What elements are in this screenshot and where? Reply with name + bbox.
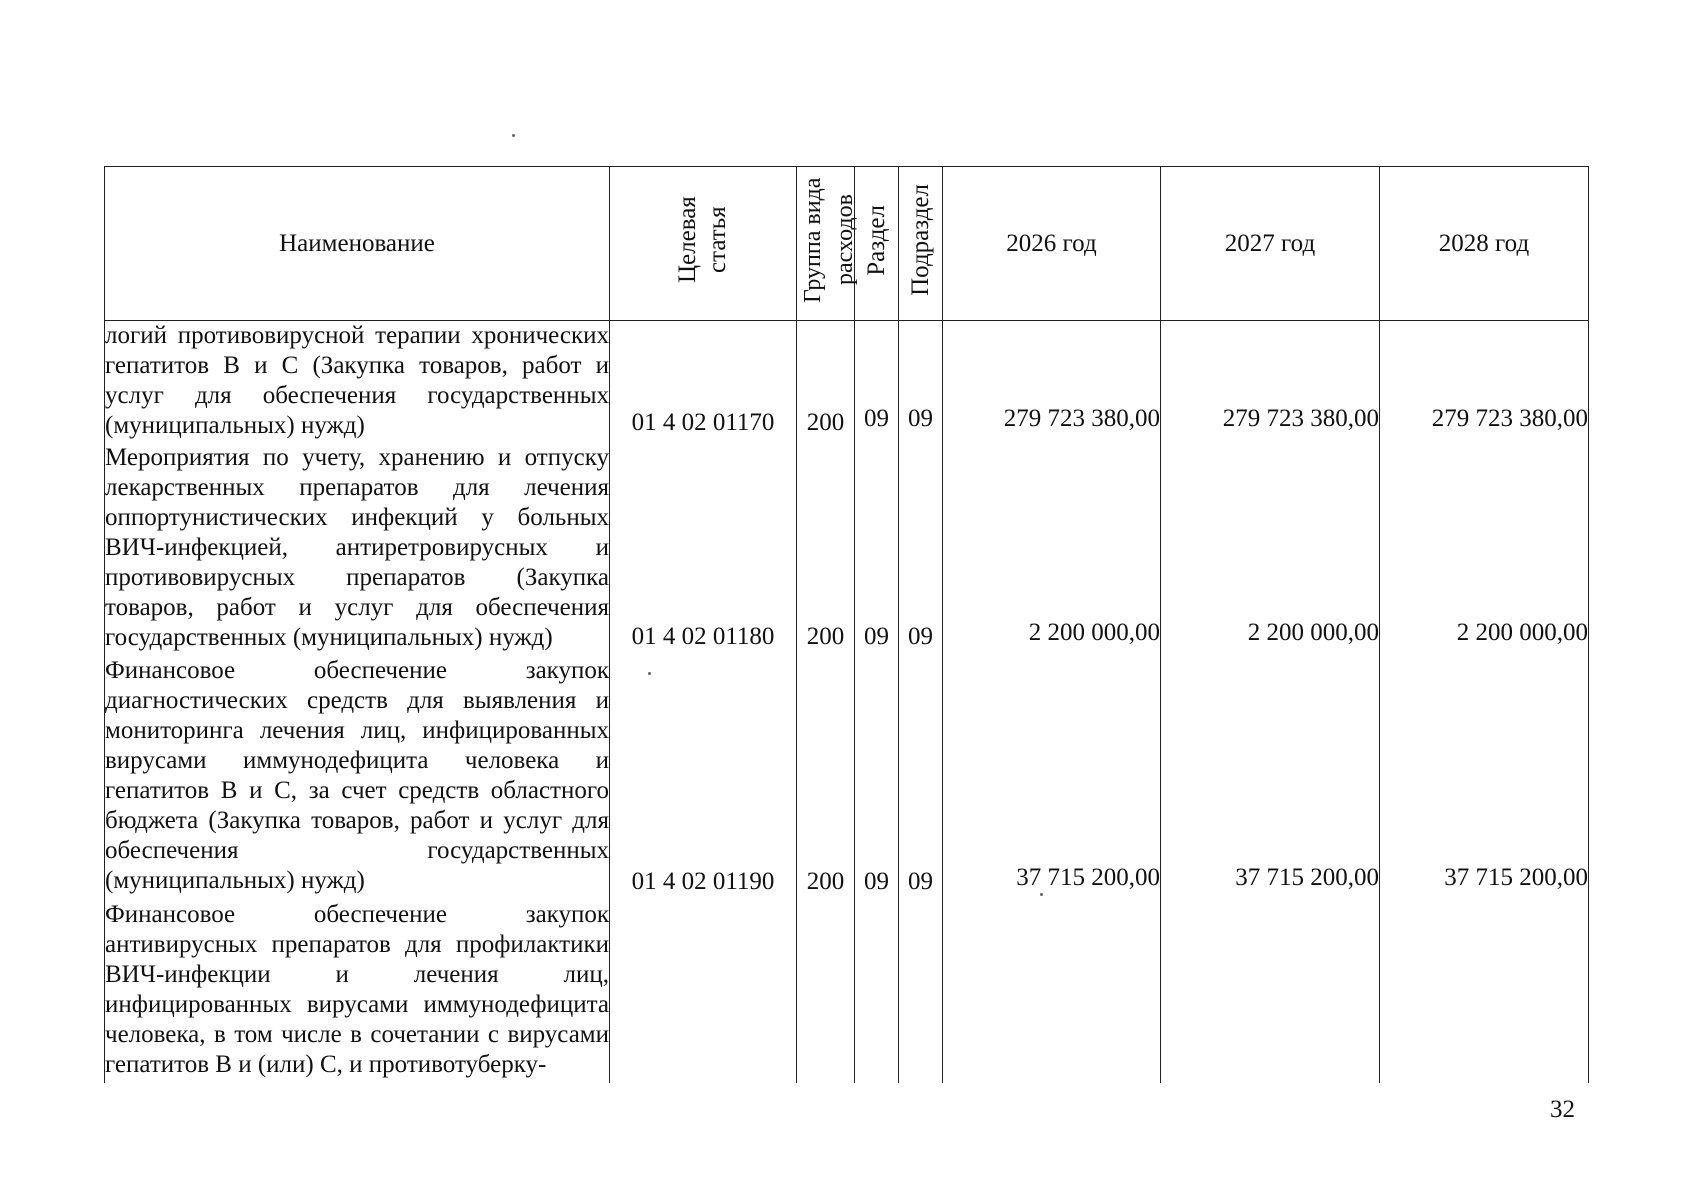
- header-group: Группа вида расходов: [797, 167, 855, 321]
- row-target: 01 4 02 01190: [610, 656, 797, 900]
- row-name: Финансовое обеспечение закупок антивирусных препаратов для профилактики ВИЧ-инфекции и лечения лиц, инфицированных вирусами иммунодефицита человека, в том числе в сочетании с вирусами гепатитов В и (или) С, и противотуберку-: [105, 900, 610, 1083]
- row-group: 200: [797, 443, 855, 656]
- row-group: 200: [797, 656, 855, 900]
- scan-speck: [648, 672, 651, 675]
- header-2026: 2026 год: [943, 167, 1161, 321]
- row-2028: 279 723 380,00: [1380, 321, 1589, 443]
- row-2027: 2 200 000,00: [1161, 443, 1380, 656]
- row-2026: 279 723 380,00: [943, 321, 1161, 443]
- row-section: 09: [855, 656, 899, 900]
- row-2026: 2 200 000,00: [943, 443, 1161, 656]
- table-row: [105, 656, 1589, 900]
- row-section: [855, 900, 899, 1083]
- table-row: [105, 900, 1589, 1083]
- header-row: [105, 167, 1589, 321]
- row-2028: 2 200 000,00: [1380, 443, 1589, 656]
- header-2028: 2028 год: [1380, 167, 1589, 321]
- row-subsection: 09: [899, 443, 943, 656]
- row-section: 09: [855, 321, 899, 443]
- page-number: 32: [1550, 1096, 1575, 1123]
- budget-table: [104, 166, 1589, 1083]
- row-2028: [1380, 900, 1589, 1083]
- row-2027: 37 715 200,00: [1161, 656, 1380, 900]
- row-name: Мероприятия по учету, хранению и отпуску лекарственных препаратов для лечения оппортунистических инфекций у больных ВИЧ-инфекцией, антиретровирусных и противовирусных препаратов (Закупка товаров, работ и услуг для обеспечения государственных (муниципальных) нужд): [105, 443, 610, 656]
- header-target: Целевая статья: [610, 167, 797, 321]
- table-row: [105, 443, 1589, 656]
- table-row: [105, 321, 1589, 443]
- row-subsection: 09: [899, 656, 943, 900]
- row-2026: 37 715 200,00: [943, 656, 1161, 900]
- row-target: [610, 900, 797, 1083]
- row-2028: 37 715 200,00: [1380, 656, 1589, 900]
- row-name: логий противовирусной терапии хронических гепатитов В и С (Закупка товаров, работ и услуг для обеспечения государственных (муниципальных) нужд): [105, 321, 610, 443]
- scan-speck: [1040, 893, 1043, 896]
- row-group: 200: [797, 321, 855, 443]
- row-2026: [943, 900, 1161, 1083]
- row-target: 01 4 02 01170: [610, 321, 797, 443]
- row-2027: [1161, 900, 1380, 1083]
- header-name: Наименование: [105, 167, 610, 321]
- row-subsection: [899, 900, 943, 1083]
- header-subsection: Подраздел: [899, 167, 943, 321]
- scan-speck: [512, 134, 515, 137]
- header-section: Раздел: [855, 167, 899, 321]
- row-name: Финансовое обеспечение закупок диагностических средств для выявления и мониторинга лечения лиц, инфицированных вирусами иммунодефицита человека и гепатитов В и С, за счет средств областного бюджета (Закупка товаров, работ и услуг для обеспечения государственных (муниципальных) нужд): [105, 656, 610, 900]
- row-group: [797, 900, 855, 1083]
- row-target: 01 4 02 01180: [610, 443, 797, 656]
- row-section: 09: [855, 443, 899, 656]
- header-2027: 2027 год: [1161, 167, 1380, 321]
- row-subsection: 09: [899, 321, 943, 443]
- row-2027: 279 723 380,00: [1161, 321, 1380, 443]
